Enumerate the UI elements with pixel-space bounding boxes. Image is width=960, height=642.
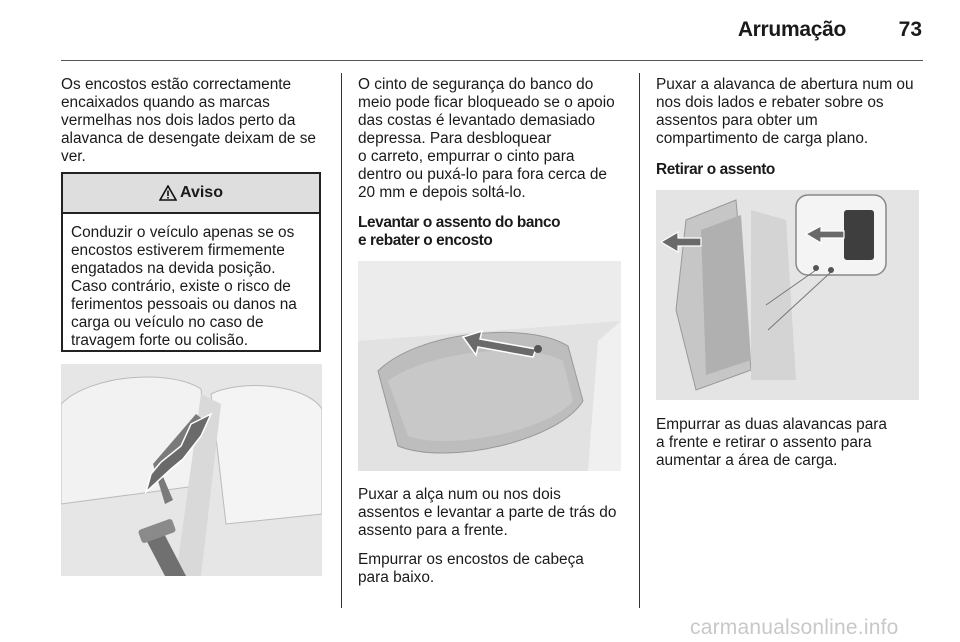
header-divider (61, 60, 923, 61)
warning-box (61, 172, 321, 352)
page-title: Arrumação (737, 18, 846, 41)
col2-heading: Levantar o assento do banco e rebater o encosto (358, 214, 561, 249)
col2-paragraph-2: Puxar a alça num ou nos dois assentos e levantar a parte de trás do assento para a frente. (358, 486, 617, 539)
column-divider-2 (639, 73, 640, 608)
col1-paragraph-1: Os encostos estão correctamente encaixados quando as marcas vermelhas nos dois lados perto da alavanca de desengate deixam de se ver. (61, 76, 316, 165)
column-3 (656, 76, 928, 179)
warning-title: Aviso (180, 184, 223, 201)
col3-heading: Retirar o assento (656, 161, 775, 178)
column-2-lower (358, 486, 630, 587)
column-2 (358, 76, 630, 250)
warning-header (63, 174, 319, 214)
col2-paragraph-1: O cinto de segurança do banco do meio pode ficar bloqueado se o apoio das costas é levantado demasiado depressa. Para desbloquear o carreto, empurrar o cinto para dentro ou puxá-lo para fora cerca de 20 mm e depois soltá-lo. (358, 76, 615, 201)
headrest-belt-illustration (61, 364, 322, 576)
warning-triangle-icon (159, 185, 177, 201)
col2-paragraph-3: Empurrar os encostos de cabeça para baixo. (358, 551, 584, 586)
watermark: carmanualsonline.info (690, 616, 899, 639)
col3-paragraph-1: Puxar a alavanca de abertura num ou nos dois lados e rebater sobre os assentos para obter um compartimento de carga plano. (656, 76, 914, 147)
warning-text: Conduzir o veículo apenas se os encostos estiverem firmemente engatados na devida posição. Caso contrário, existe o risco de ferimentos pessoais ou danos na carga ou veículo no caso de travagem forte ou colisão. (71, 224, 297, 349)
remove-seat-illustration (656, 190, 919, 400)
column-3-lower (656, 416, 928, 470)
column-divider-1 (341, 73, 342, 608)
page-number: 73 (898, 18, 922, 41)
seat-cushion-illustration (358, 261, 621, 471)
col3-paragraph-2: Empurrar as duas alavancas para a frente e retirar o assento para aumentar a área de carga. (656, 416, 887, 469)
column-1 (61, 76, 331, 166)
